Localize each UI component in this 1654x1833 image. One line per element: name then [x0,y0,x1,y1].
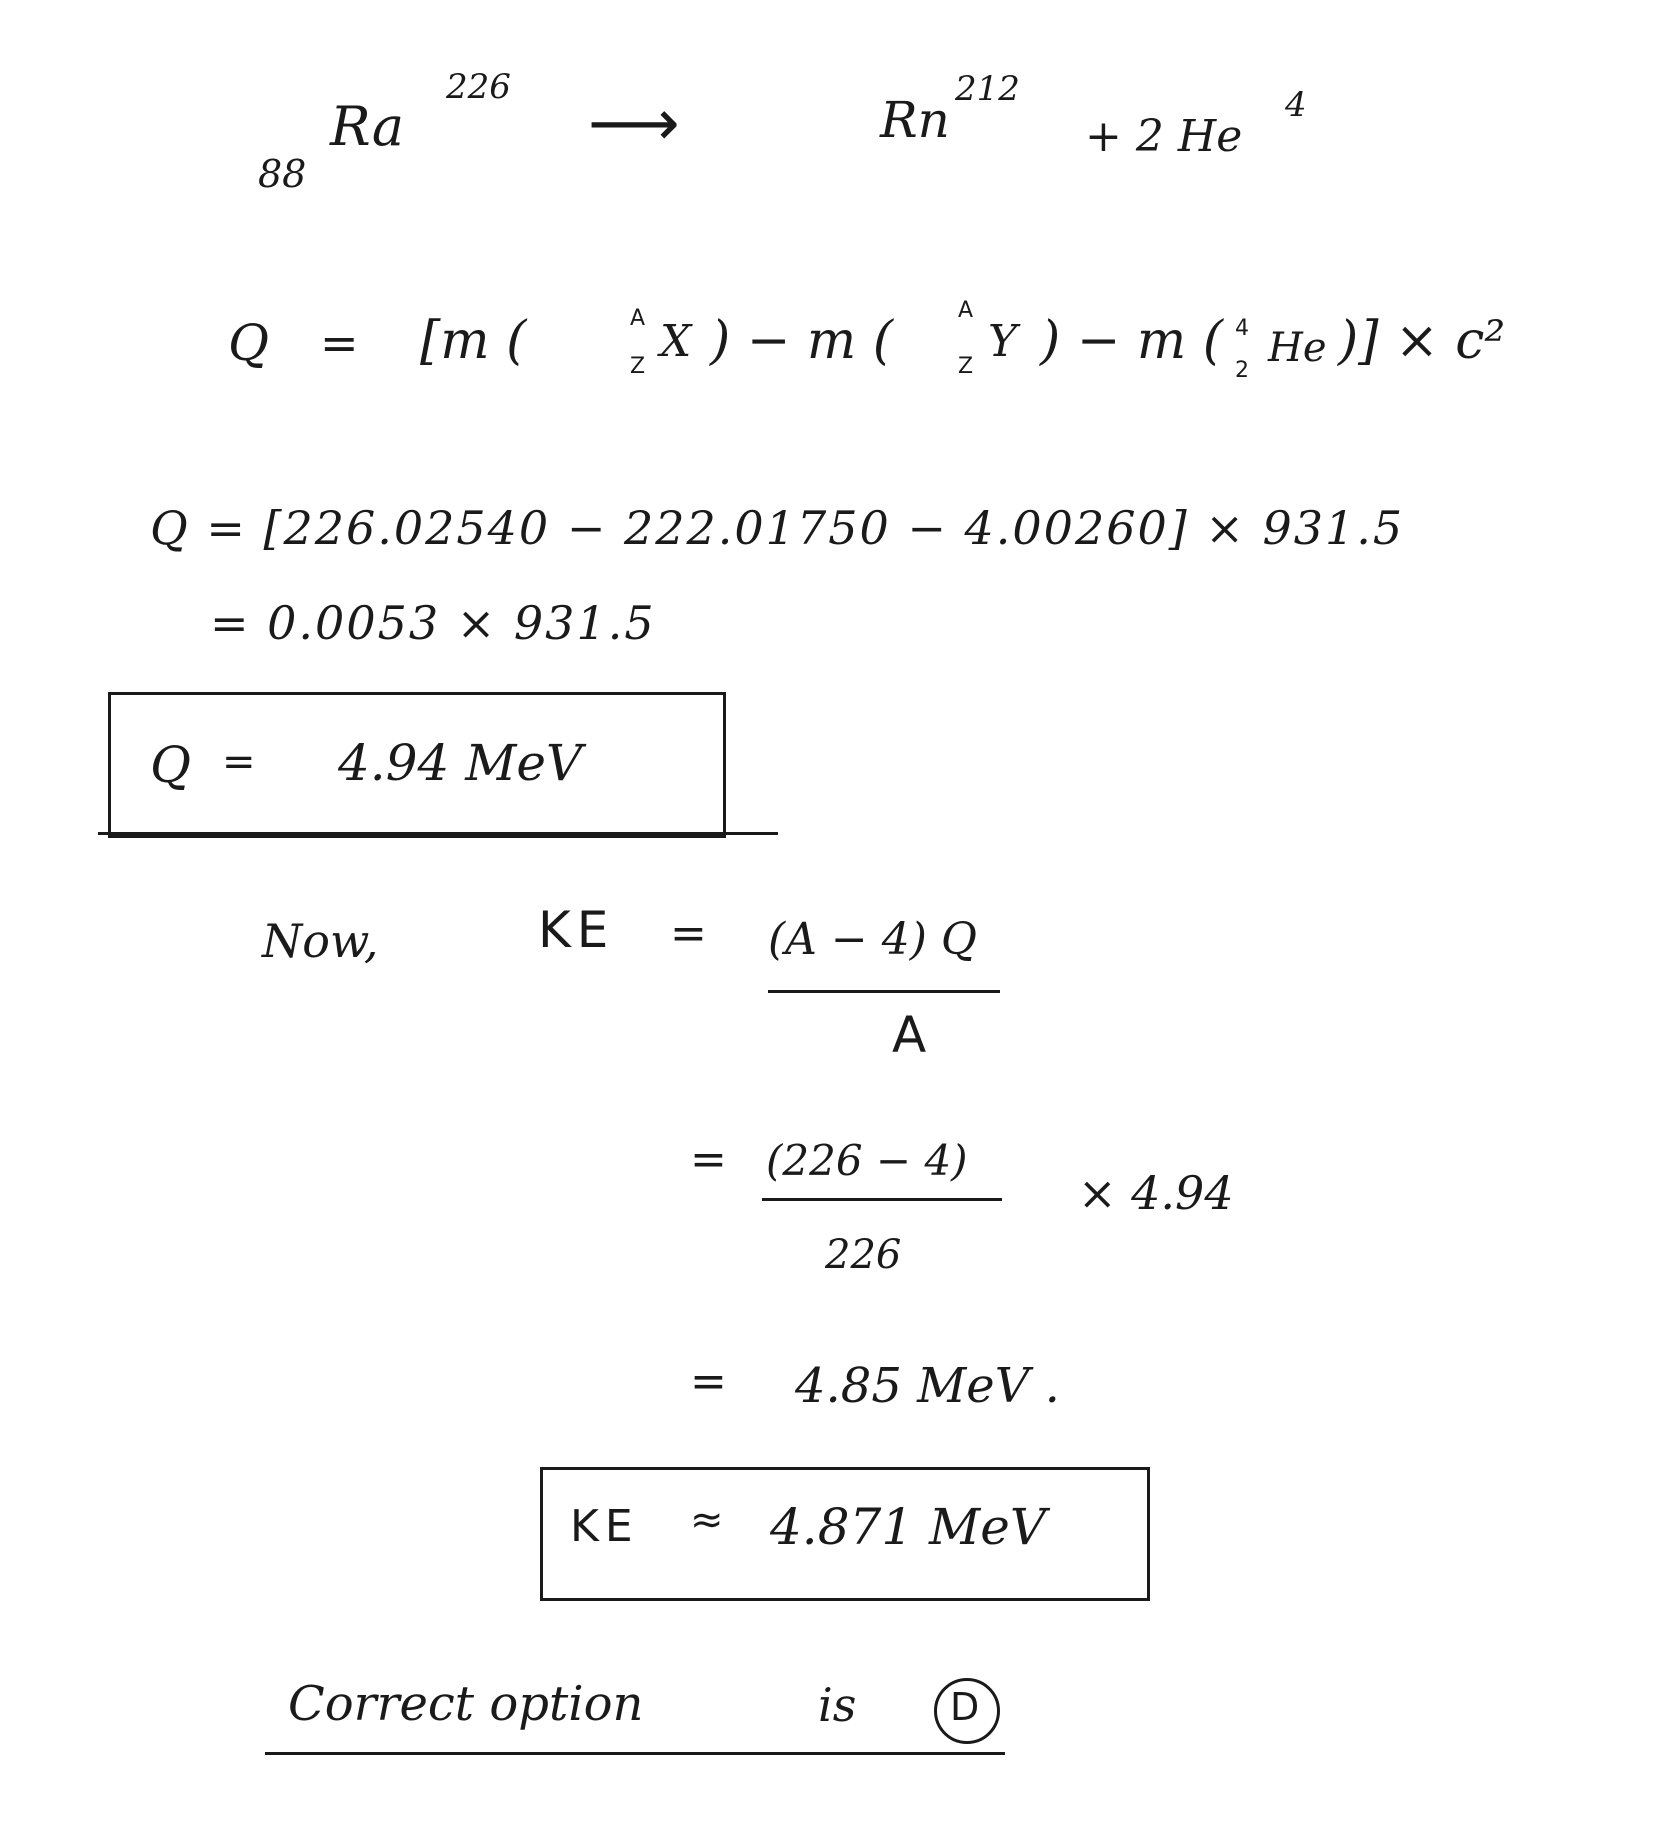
q-result-value: 4.94 MeV [338,734,583,792]
calc-line-2: = 0.0053 × 931.5 [210,596,656,650]
q-result-underline [98,832,778,835]
he-formula-mass: 4 [1235,316,1249,341]
rn-mass-number: 212 [955,69,1020,109]
correct-option-letter: D [950,1685,980,1729]
equals-sign: = [320,316,359,370]
he-formula-atomic: 2 [1235,358,1249,383]
ra-symbol: Ra [330,95,405,158]
x-atomic-number: Z [630,354,646,379]
ke-result-label: KE [570,1501,639,1552]
formula-close: )] × c² [1338,311,1506,371]
conclusion-is: is [818,1678,857,1732]
ke-result-value: 4.871 MeV [770,1498,1046,1556]
y-symbol: Y [988,316,1018,367]
he-formula-symbol: He [1268,325,1327,371]
ke-label: KE [538,901,615,959]
y-atomic-number: Z [958,354,974,379]
calc-line-1: Q = [226.02540 − 222.01750 − 4.00260] × 931.5 [150,501,1405,555]
ra-mass-number: 226 [446,67,511,107]
now-label: Now, [262,914,379,968]
q-result-label: Q [150,736,191,794]
formula-minus-m2: ) − m ( [1040,311,1224,371]
y-mass-number: A [958,298,974,323]
ke-sub-denominator: 226 [825,1232,902,1278]
ke-fraction-bar [768,990,1000,993]
he-mass-number: 4 [1285,85,1307,125]
x-symbol: X [660,316,692,367]
q-symbol: Q [228,314,269,372]
q-result-equals: = [222,739,256,785]
ke-sub-fraction-bar [762,1198,1002,1201]
formula-minus-m: ) − m ( [710,311,894,371]
ke-value: 4.85 MeV . [795,1358,1060,1414]
rn-symbol: Rn [880,91,950,149]
ra-atomic-number: 88 [258,152,307,196]
ke-numerator: (A − 4) Q [768,914,977,965]
x-mass-number: A [630,306,646,331]
ke-sub-numerator: (226 − 4) [766,1136,968,1185]
ke-value-equals: = [690,1356,727,1407]
ke-denominator: A [892,1006,927,1064]
ke-equals: = [670,908,707,959]
ke-sub-equals: = [690,1134,727,1185]
helium-term: + 2 He [1085,111,1243,162]
reaction-arrow: ⟶ [588,87,680,161]
conclusion-underline [265,1752,1005,1755]
conclusion-text: Correct option [288,1676,644,1732]
ke-sub-multiplier: × 4.94 [1078,1166,1234,1220]
ke-result-approx: ≈ [690,1497,724,1543]
formula-open: [m ( [420,311,527,371]
